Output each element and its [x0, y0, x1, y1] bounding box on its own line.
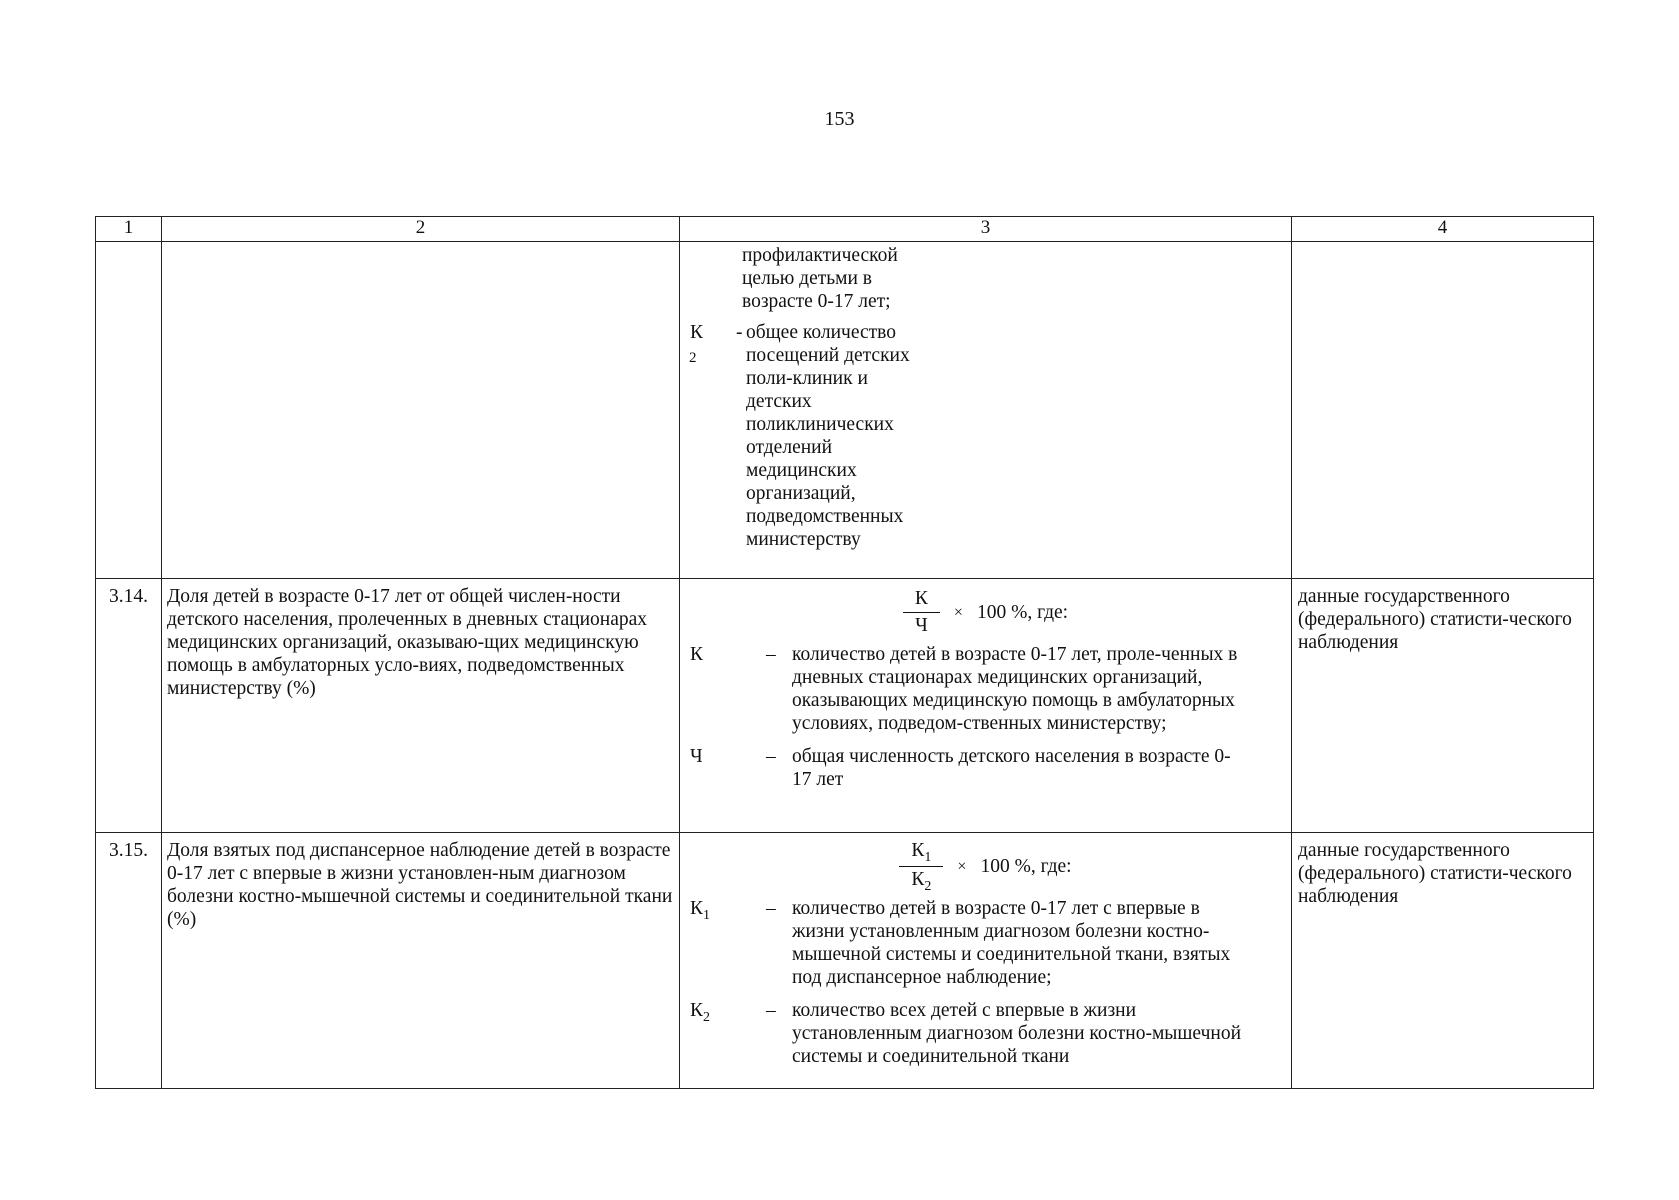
- k2-line: подведомственных: [746, 506, 904, 527]
- definition-text: количество всех детей с впервые в жизни установленным диагнозом болезни костно-мышечной системы и соединительной ткани: [792, 1000, 1242, 1067]
- header-col-4: 4: [1292, 217, 1594, 242]
- formula-cell: [680, 833, 1292, 1089]
- cont-formula-cell: [680, 242, 1292, 579]
- table-row-3-14: [96, 579, 1594, 833]
- k2-definition: [686, 321, 1285, 551]
- k2-line: поли-клиник и: [746, 368, 868, 389]
- cont-source-cell: [1292, 242, 1594, 579]
- data-source: данные государственного (федерального) статисти-ческого наблюдения: [1292, 579, 1594, 833]
- header-col-1: 1: [96, 217, 162, 242]
- row-number: 3.15.: [96, 833, 162, 1089]
- cont-num-cell: [96, 242, 162, 579]
- k2-text: [746, 321, 1285, 551]
- symbol-letter: К: [690, 1000, 704, 1021]
- data-source: данные государственного (федерального) статисти-ческого наблюдения: [1292, 833, 1594, 1089]
- fraction-numerator: [899, 840, 943, 867]
- indicator-name: Доля детей в возрасте 0-17 лет от общей числен-ности детского населения, пролеченных в дневных стационарах медицинских организаций, оказываю-щих медицинскую помощь в амбулаторных усло-виях, подведомственных министерству (%): [162, 579, 680, 833]
- formula-cell: [680, 579, 1292, 833]
- fraction: [899, 840, 943, 893]
- k2-line: министерству: [746, 529, 861, 550]
- k2-line: посещений детских: [746, 345, 910, 366]
- k2-line: общее количество: [746, 322, 896, 343]
- k2-dash: -: [736, 322, 743, 343]
- numerator-letter: К: [911, 839, 925, 861]
- header-col-3: 3: [680, 217, 1292, 242]
- definition-text: количество детей в возрасте 0-17 лет, проле-ченных в дневных стационарах медицинских организаций, оказывающих медицинскую помощь в амбулаторных условиях, подведом-ственных министерству;: [792, 644, 1238, 734]
- times-sign: ×: [953, 603, 963, 621]
- k2-letter: К: [690, 322, 704, 343]
- page-number: 153: [824, 108, 855, 130]
- definition-dash: –: [766, 644, 776, 665]
- definition-symbol: Ч: [690, 746, 703, 767]
- definition-dash: –: [766, 746, 776, 767]
- fraction: [903, 588, 940, 637]
- numerator-subscript: 1: [924, 849, 932, 865]
- k2-line: детских: [746, 391, 812, 412]
- symbol-letter: К: [690, 898, 704, 919]
- table-header-row: [96, 217, 1594, 242]
- formula-tail: 100 %, где:: [976, 601, 1069, 623]
- definition-text: количество детей в возрасте 0-17 лет с впервые в жизни установленным диагнозом болезни костно-мышечной системы и соединительной ткани, взятых под диспансерное наблюдение;: [792, 898, 1231, 988]
- fraction-denominator: [911, 867, 931, 893]
- times-sign: ×: [957, 857, 967, 875]
- formula: [686, 833, 1285, 893]
- indicator-table: [95, 216, 1594, 1089]
- cont-line: целью детьми в: [742, 268, 873, 289]
- cont-line: возрасте 0-17 лет;: [742, 291, 891, 312]
- cont-name-cell: [162, 242, 680, 579]
- header-col-2: 2: [162, 217, 680, 242]
- table-row-continuation: [96, 242, 1594, 579]
- k2-symbol: [686, 321, 736, 551]
- row-number: 3.14.: [96, 579, 162, 833]
- k2-subscript: 2: [689, 350, 697, 366]
- definition-dash: –: [766, 1000, 776, 1021]
- definition-symbol: [686, 897, 766, 989]
- denominator-letter: К: [911, 868, 925, 890]
- definition-text: общая численность детского населения в возрасте 0-17 лет: [792, 746, 1231, 790]
- denominator-subscript: 2: [924, 878, 932, 894]
- table-row-3-15: [96, 833, 1594, 1089]
- formula: [686, 579, 1285, 639]
- k2-line: поликлинических: [746, 414, 894, 435]
- k2-line: отделений: [746, 437, 833, 458]
- cont-line: профилактической: [742, 245, 898, 266]
- definition-symbol: [686, 999, 766, 1068]
- k2-line: организаций,: [746, 483, 856, 504]
- symbol-subscript: 2: [703, 1010, 711, 1025]
- k2-line: медицинских: [746, 460, 857, 481]
- fraction-numerator: К: [903, 588, 940, 613]
- definition-ch: [686, 745, 1285, 791]
- definition-symbol: К: [690, 644, 704, 665]
- definition-dash: –: [766, 898, 776, 919]
- symbol-subscript: 1: [703, 908, 711, 923]
- indicator-name: Доля взятых под диспансерное наблюдение детей в возрасте 0-17 лет с впервые в жизни установлен-ным диагнозом болезни костно-мышечной системы и соединительной ткани (%): [162, 833, 680, 1089]
- definition-k1: [686, 897, 1285, 989]
- definition-k: [686, 643, 1285, 735]
- fraction-denominator: Ч: [915, 614, 928, 636]
- continuation-text: [686, 242, 1285, 313]
- formula-tail: 100 %, где:: [980, 855, 1072, 877]
- definition-k2: [686, 999, 1285, 1068]
